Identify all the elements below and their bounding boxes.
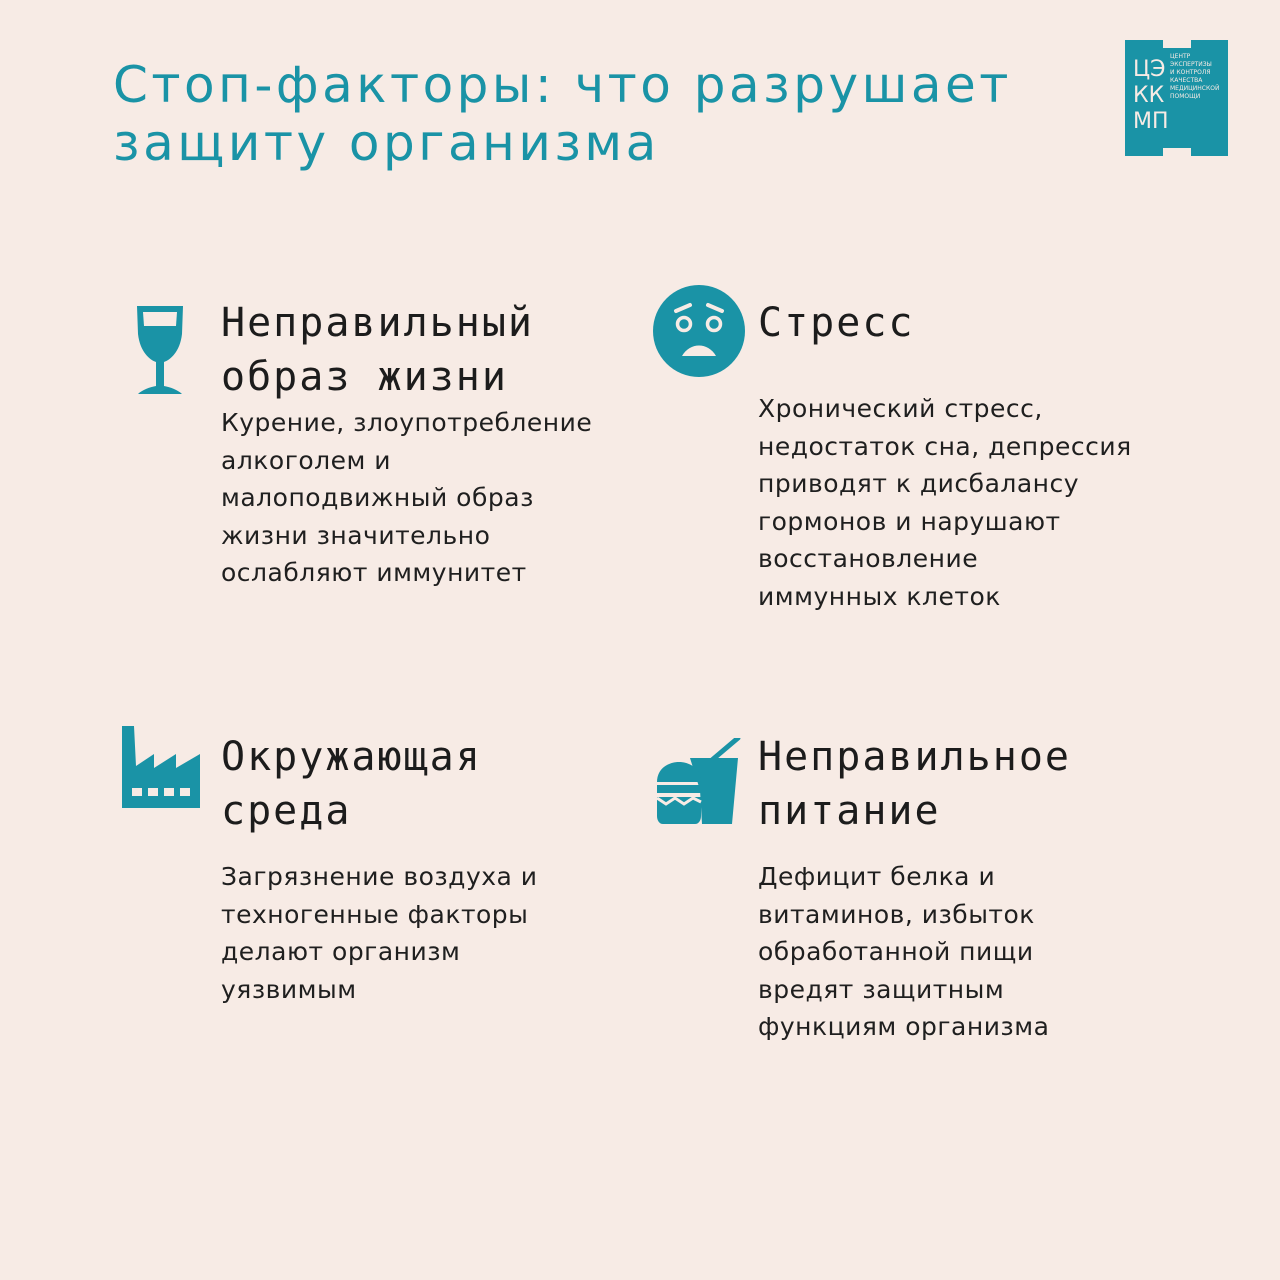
factor-stress	[758, 296, 1218, 615]
wine-glass-icon	[134, 304, 186, 398]
factor-nutrition-heading: Неправильное питание	[758, 734, 1071, 834]
factor-lifestyle	[221, 296, 641, 592]
logo-caption-1: ЦЕНТР	[1170, 53, 1191, 60]
organization-logo	[1125, 40, 1228, 156]
factor-environment	[221, 730, 641, 1008]
fast-food-icon	[654, 738, 742, 826]
factor-nutrition	[758, 730, 1218, 1046]
factor-lifestyle-description: Курение, злоупотребление алкоголем и малоподвижный образ жизни значительно ослабляют иммунитет	[221, 408, 593, 587]
logo-letters-2: КК	[1133, 83, 1165, 108]
logo-caption-6: ПОМОЩИ	[1170, 93, 1201, 100]
page-title: Стоп-факторы: что разрушает защиту организма	[113, 56, 1012, 172]
factor-stress-heading: Стресс	[758, 300, 915, 346]
sad-face-icon	[652, 284, 746, 378]
factor-nutrition-description: Дефицит белка и витаминов, избыток обработанной пищи вредят защитным функциям организма	[758, 862, 1050, 1041]
factor-environment-heading: Окружающая среда	[221, 734, 482, 834]
logo-letters-3: МП	[1133, 109, 1169, 134]
factor-stress-description: Хронический стресс, недостаток сна, депрессия приводят к дисбалансу гормонов и нарушают восстановление иммунных клеток	[758, 394, 1132, 611]
logo-caption-5: МЕДИЦИНСКОЙ	[1170, 85, 1220, 92]
factor-lifestyle-heading: Неправильный образ жизни	[221, 300, 534, 400]
logo-letters-1: ЦЭ	[1133, 57, 1166, 82]
factor-environment-description: Загрязнение воздуха и техногенные факторы делают организм уязвимым	[221, 862, 538, 1004]
logo-caption-2: ЭКСПЕРТИЗЫ	[1170, 61, 1212, 68]
logo-caption-4: КАЧЕСТВА	[1170, 77, 1203, 84]
logo-caption-3: И КОНТРОЛЯ	[1170, 69, 1211, 76]
factory-icon	[120, 726, 202, 810]
